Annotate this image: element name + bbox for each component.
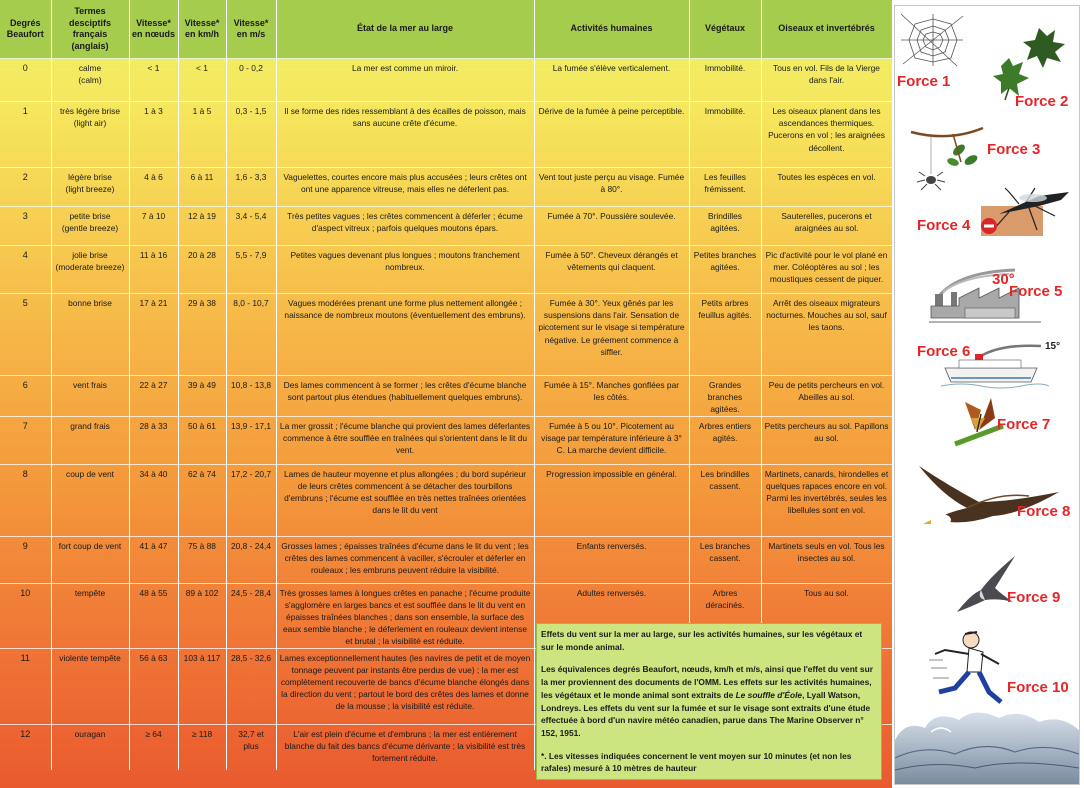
plants-cell: Les branches cassent. [689,536,761,583]
table-row [0,168,892,207]
term-cell [51,207,129,246]
plants-cell: Immobilité. [689,102,761,168]
ms-cell: 8,0 - 10,7 [226,294,276,376]
table-row [0,464,892,536]
knots-cell: 4 à 6 [129,168,178,207]
human-cell: Adultes renversés. [534,583,689,648]
knots-cell: 1 à 3 [129,102,178,168]
angle-15-label: 15° [1045,341,1061,352]
header-animals: Oiseaux et invertébrés [761,0,892,59]
force-cell: 8 [0,464,51,536]
header-human: Activités humaines [534,0,689,59]
knots-cell: 34 à 40 [129,464,178,536]
animals-cell: Martinets, canards, hirondelles et quelques rapaces encore en vol. Parmi les invertébrés, seules les libellules sont en vol. [761,464,892,536]
kmh-cell: ≥ 118 [178,724,226,770]
eagle-icon [909,462,1077,536]
plants-cell: Immobilité. [689,59,761,102]
animals-cell: Pic d'activité pour le vol plané en mer. Coléoptères au sol ; les moustiques cessent de piquer. [761,246,892,294]
knots-cell: 17 à 21 [129,294,178,376]
human-cell: La fumée s'élève verticalement. [534,59,689,102]
force-cell: 9 [0,536,51,583]
kmh-cell: 103 à 117 [178,648,226,724]
table-row [0,376,892,417]
term-en: (moderate breeze) [55,262,125,273]
term-fr: grand frais [70,420,110,431]
sea-cell: La mer grossit ; l'écume blanche qui provient des lames déferlantes commence à être soufflée en traînées qui s'orientent dans le lit du vent. [276,416,534,464]
force-cell: 10 [0,583,51,648]
kmh-cell: 20 à 28 [178,246,226,294]
force-cell: 3 [0,207,51,246]
knots-cell: 41 à 47 [129,536,178,583]
force-5-label: Force 5 [1009,283,1063,300]
term-fr: coup de vent [66,468,114,479]
kmh-cell: 50 à 61 [178,416,226,464]
notes-box [536,623,882,780]
ms-cell: 5,5 - 7,9 [226,246,276,294]
angle-30-label: 30° [992,271,1015,288]
force-cell: 11 [0,648,51,724]
animals-cell: Tous au sol. [761,583,892,648]
sea-cell: Grosses lames ; épaisses traînées d'écume dans le lit du vent ; les crêtes des lames commencent à vaciller, s'écrouler et déferler en rouleaux ; les embruns peuvent réduire la visibilité. [276,536,534,583]
header-knots: Vitesse* en nœuds [129,0,178,59]
human-cell: Vent tout juste perçu au visage. Fumée à 80°. [534,168,689,207]
kmh-cell: 1 à 5 [178,102,226,168]
term-cell [51,59,129,102]
force-4-label: Force 4 [917,217,971,234]
kmh-cell: 75 à 88 [178,536,226,583]
animals-cell: Arrêt des oiseaux migrateurs nocturnes. Mouches au sol, sauf les taons. [761,294,892,376]
ms-cell: 0 - 0,2 [226,59,276,102]
term-en: (light air) [73,118,107,129]
sea-cell: Très petites vagues ; les crêtes commencent à déferler ; écume d'aspect vitreux ; parfois quelques moutons épars. [276,207,534,246]
kmh-cell: 29 à 38 [178,294,226,376]
term-fr: fort coup de vent [58,540,122,551]
term-en: (light breeze) [65,184,115,195]
sea-cell: L'air est plein d'écume et d'embruns ; la mer est entièrement blanche du fait des bancs d'écume dérivante ; la visibilité est très fortement réduite. [276,724,534,770]
table-row [0,102,892,168]
human-cell: Progression impossible en général. [534,464,689,536]
header-kmh: Vitesse* en km/h [178,0,226,59]
force-cell: 5 [0,294,51,376]
human-cell: Dérive de la fumée à peine perceptible. [534,102,689,168]
force-cell: 2 [0,168,51,207]
term-cell [51,416,129,464]
sea-cell: Lames exceptionnellement hautes (les navires de petit et de moyen tonnage peuvent par instants être perdus de vue) ; la mer est complètement recouverte de bancs d'écume blanche élongés dans la direction du vent ; partout le bord des crêtes des lames et donne de la mousse ; la visibilité est réduite. [276,648,534,724]
swift-icon [951,552,1021,622]
header-terms: Termes desciptifs français (anglais) [51,0,129,59]
ms-cell: 24,5 - 28,4 [226,583,276,648]
ms-cell: 28,5 - 32,6 [226,648,276,724]
term-fr: tempête [74,587,106,598]
human-cell: Fumée à 15°. Manches gonflées par les côtés. [534,376,689,417]
term-fr: très légère brise [59,106,121,116]
plants-cell: Petits arbres feuillus agités. [689,294,761,376]
animals-cell: Les oiseaux planent dans les ascendances thermiques. Pucerons en vol ; les araignées décollent. [761,102,892,168]
ms-cell: 20,8 - 24,4 [226,536,276,583]
term-fr: calme [78,63,102,73]
kmh-cell: 39 à 49 [178,376,226,417]
knots-cell: 7 à 10 [129,207,178,246]
human-cell: Enfants renversés. [534,536,689,583]
table-row [0,294,892,376]
plants-cell: Les brindilles cassent. [689,464,761,536]
force-6-label: Force 6 [917,343,971,360]
term-cell [51,246,129,294]
header-row [0,0,892,59]
term-cell [51,464,129,536]
notes-sources-b: , Lyall Watson, Londreys. Les effets du vent sur la fumée et sur le visage sont extraits d'une étude effectuée à bord d'un navire météo canadien, parue dans The Marine Observer n° 152, 1951. [541,689,871,738]
force-cell: 12 [0,724,51,770]
plants-cell: Petites branches agitées. [689,246,761,294]
force-3-label: Force 3 [987,141,1041,158]
spider-web-icon [897,10,969,72]
knots-cell: 56 à 63 [129,648,178,724]
term-fr: légère brise [68,172,112,182]
force-8-label: Force 8 [1017,503,1071,520]
force-10-label: Force 10 [1007,679,1069,696]
knots-cell: 22 à 27 [129,376,178,417]
term-cell [51,724,129,770]
ms-cell: 10,8 - 13,8 [226,376,276,417]
animals-cell: Petits percheurs au sol. Papillons au sol. [761,416,892,464]
sea-cell: Vaguelettes, courtes encore mais plus accusées ; leurs crêtes ont ont une apparence vitreuse, mais elles ne déferlent pas. [276,168,534,207]
knots-cell: < 1 [129,59,178,102]
term-cell [51,648,129,724]
notes-sources-book: Le souffle d'Éole [735,689,803,700]
plants-cell: Grandes branches agitées. [689,376,761,417]
sea-cell: Petites vagues devenant plus longues ; moutons franchement nombreux. [276,246,534,294]
plants-cell: Les feuilles frémissent. [689,168,761,207]
term-cell [51,168,129,207]
term-fr: bonne brise [68,298,112,308]
leaves-icon [991,22,1073,102]
animals-cell: Peu de petits percheurs en vol. Abeilles au sol. [761,376,892,417]
term-fr: violente tempête [59,652,121,663]
mosquito-icon [979,186,1079,242]
clouds-icon [895,696,1079,784]
force-cell: 1 [0,102,51,168]
animals-cell: Martinets seuls en vol. Tous les insectes au sol. [761,536,892,583]
term-cell [51,583,129,648]
notes-sources-a: Les équivalences degrés Beaufort, nœuds, km/h et m/s, ainsi que l'effet du vent sur la mer proviennent des documents de l'OMM. Les effets sur les activités humaines, les végétaux et le monde animal sont extraits de [541,664,873,700]
kmh-cell: 89 à 102 [178,583,226,648]
ms-cell: 0,3 - 1,5 [226,102,276,168]
ms-cell: 3,4 - 5,4 [226,207,276,246]
knots-cell: ≥ 64 [129,724,178,770]
term-cell [51,376,129,417]
notes-title: Effets du vent sur la mer au large, sur les activités humaines, sur les végétaux et sur le monde animal. [541,629,863,652]
force-9-label: Force 9 [1007,589,1061,606]
kmh-cell: 62 à 74 [178,464,226,536]
table-row [0,207,892,246]
plants-cell: Brindilles agitées. [689,207,761,246]
term-fr: vent frais [73,380,107,390]
illustration-panel [894,5,1080,785]
kmh-cell: < 1 [178,59,226,102]
plants-cell: Arbres déracinés. [689,583,761,648]
table-row [0,416,892,464]
animals-cell: Tous en vol. Fils de la Vierge dans l'air. [761,59,892,102]
term-cell [51,102,129,168]
term-fr: jolie brise [72,250,108,260]
force-cell: 7 [0,416,51,464]
sea-cell: Vagues modérées prenant une forme plus nettement allongée ; naissance de nombreux moutons (éventuellement des embruns). [276,294,534,376]
term-en: (gentle breeze) [61,223,119,234]
header-degrees: Degrés Beaufort [0,0,51,59]
ms-cell: 13,9 - 17,1 [226,416,276,464]
header-ms: Vitesse* en m/s [226,0,276,59]
plants-cell: Arbres entiers agités. [689,416,761,464]
twig-spider-icon [909,122,989,198]
header-plants: Végétaux [689,0,761,59]
sea-cell: Lames de hauteur moyenne et plus allongées ; du bord supérieur de leurs crêtes commencent à se détacher des tourbillons d'embruns ; l'écume est soufflée en très nettes traînées orientées dans le lit du vent [276,464,534,536]
force-1-label: Force 1 [897,73,951,90]
human-cell: Fumée à 50°. Cheveux dérangés et vêtements qui claquent. [534,246,689,294]
header-sea: État de la mer au large [276,0,534,59]
sea-cell: Très grosses lames à longues crêtes en panache ; l'écume produite s'agglomère en larges bancs et est soufflée dans le lit du vent en épaisses traînées blanches ; dans son ensemble, la surface des eaux semble blanche ; le déferlement en rouleaux devient intense et brutal ; la visibilité est réduite. [276,583,534,648]
term-fr: ouragan [74,728,106,739]
force-2-label: Force 2 [1015,93,1069,110]
sea-cell: Des lames commencent à se former ; les crêtes d'écume blanche sont partout plus étendues (habituellement quelques embruns). [276,376,534,417]
animals-cell: Toutes les espèces en vol. [761,168,892,207]
human-cell: Fumée à 70°. Poussière soulevée. [534,207,689,246]
table-row [0,59,892,102]
notes-footnote: *. Les vitesses indiquées concernent le vent moyen sur 10 minutes (et non les rafales) mesuré à 10 mètres de hauteur [541,750,852,774]
table-row [0,536,892,583]
force-7-label: Force 7 [997,416,1051,433]
human-cell: Fumée à 5 ou 10°. Picotement au visage par température inférieure à 3° C. La marche devient difficile. [534,416,689,464]
term-fr: petite brise [69,211,111,221]
force-cell: 0 [0,59,51,102]
kmh-cell: 12 à 19 [178,207,226,246]
table-row [0,246,892,294]
knots-cell: 28 à 33 [129,416,178,464]
term-cell [51,294,129,376]
ms-cell: 17,2 - 20,7 [226,464,276,536]
force-cell: 4 [0,246,51,294]
force-cell: 6 [0,376,51,417]
notes-sources [541,663,877,739]
knots-cell: 11 à 16 [129,246,178,294]
knots-cell: 48 à 55 [129,583,178,648]
sea-cell: Il se forme des rides ressemblant à des écailles de poisson, mais sans aucune crête d'écume. [276,102,534,168]
kmh-cell: 6 à 11 [178,168,226,207]
ms-cell: 32,7 et plus [226,724,276,770]
animals-cell: Sauterelles, pucerons et araignées au sol. [761,207,892,246]
human-cell: Fumée à 30°. Yeux gênés par les suspensions dans l'air. Sensation de picotement sur le visage si température négative. Le gréement commence à siffler. [534,294,689,376]
term-cell [51,536,129,583]
sea-cell: La mer est comme un miroir. [276,59,534,102]
term-en: (calm) [78,75,102,86]
ms-cell: 1,6 - 3,3 [226,168,276,207]
